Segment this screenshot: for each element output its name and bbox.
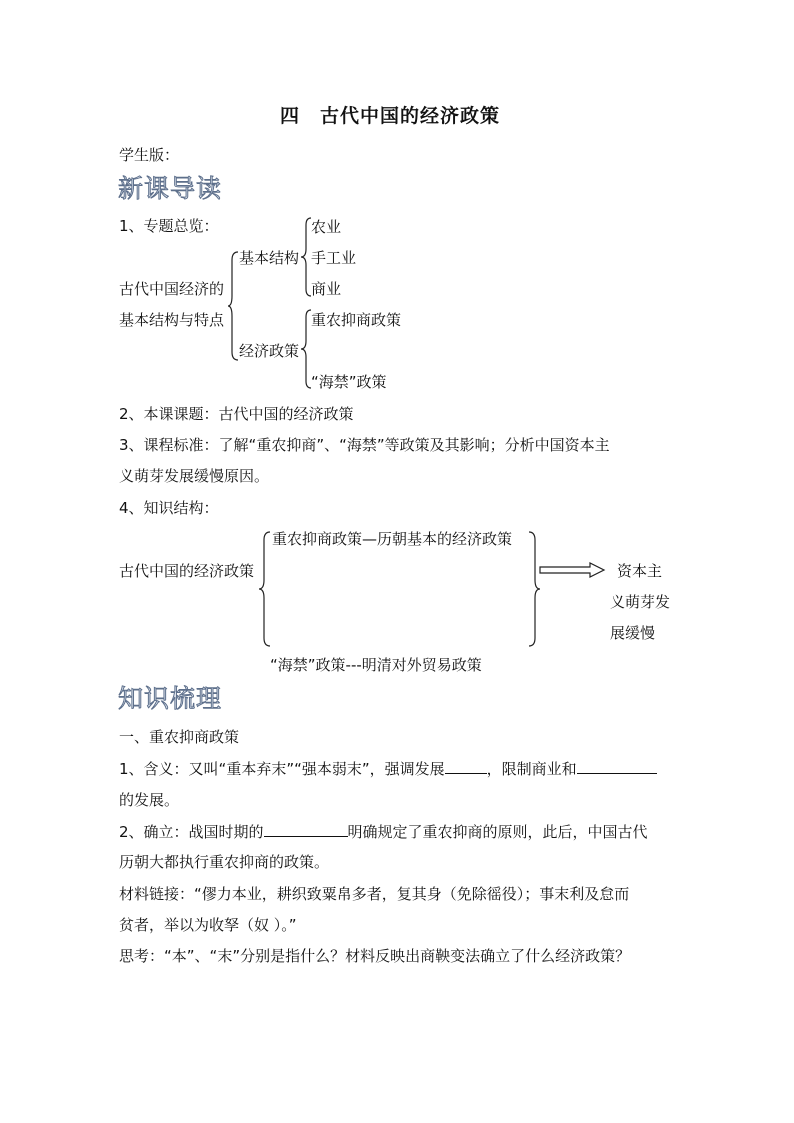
think-question: 思考：“本”、“末”分别是指什么？材料反映出商鞅变法确立了什么经济政策？: [119, 947, 631, 965]
policy-item-agriculture-first: 重农抑商政策: [311, 311, 402, 329]
knowledge-bottom-item: “海禁”政策---明清对外贸易政策: [270, 656, 482, 674]
establish-line1: [119, 821, 648, 842]
lesson-topic: 2、本课课题：古代中国的经济政策: [119, 405, 354, 423]
establish-text-b: 明确规定了重农抑商的原则，此后，中国古代: [347, 823, 648, 841]
section-heading-review: 知识梳理: [118, 684, 223, 713]
structure-item-handicraft: 手工业: [311, 249, 357, 267]
knowledge-root: 古代中国的经济政策: [119, 562, 255, 580]
meaning-line2: 的发展。: [119, 791, 180, 809]
knowledge-left-brace: [259, 530, 271, 648]
structure-item-agriculture: 农业: [311, 218, 342, 236]
course-standard-line2: 义萌芽发展缓慢原因。: [119, 467, 270, 485]
blank-field-reform[interactable]: [264, 821, 348, 837]
meaning-text-a: 1、含义：又叫“重本弃末”“强本弱末”，强调发展: [119, 760, 445, 778]
section-heading-intro: 新课导读: [118, 174, 223, 203]
edition-label: 学生版：: [119, 146, 180, 164]
knowledge-right-brace: [528, 530, 540, 648]
meaning-text-b: ，限制商业和: [486, 760, 577, 778]
arrow-icon: [540, 562, 606, 578]
part1-heading: 一、重农抑商政策: [119, 728, 240, 746]
knowledge-result-line2: 义萌芽发: [610, 593, 671, 611]
policy-item-sea-ban: “海禁”政策: [311, 373, 387, 391]
meaning-line1: [119, 758, 657, 779]
knowledge-structure-label: 4、知识结构：: [119, 499, 219, 517]
material-line1: 材料链接：“僇力本业，耕织致粟帛多者，复其身（免除徭役）；事末利及怠而: [119, 885, 630, 903]
blank-field-handicraft[interactable]: [577, 758, 657, 774]
knowledge-result-line1: 资本主: [617, 562, 663, 580]
knowledge-result-line3: 展缓慢: [610, 624, 656, 642]
establish-text-a: 2、确立：战国时期的: [119, 823, 264, 841]
material-line2: 贫者，举以为收孥（奴 ）。”: [119, 916, 297, 934]
overview-root-line2: 基本结构与特点: [119, 311, 225, 329]
course-standard-line1: 3、课程标准：了解“重农抑商”、“海禁”等政策及其影响；分析中国资本主: [119, 436, 610, 454]
overview-root-line1: 古代中国经济的: [119, 280, 225, 298]
establish-line2: 历朝大都执行重农抑商的政策。: [119, 853, 330, 871]
structure-item-commerce: 商业: [311, 280, 342, 298]
blank-field-agriculture[interactable]: [445, 758, 487, 774]
knowledge-top-item: 重农抑商政策—历朝基本的经济政策: [272, 530, 513, 548]
page-title: 四 古代中国的经济政策: [280, 105, 501, 127]
overview-branch-structure: 基本结构: [239, 249, 300, 267]
overview-branch-policy: 经济政策: [239, 342, 300, 360]
overview-label: 1、专题总览：: [119, 217, 219, 235]
